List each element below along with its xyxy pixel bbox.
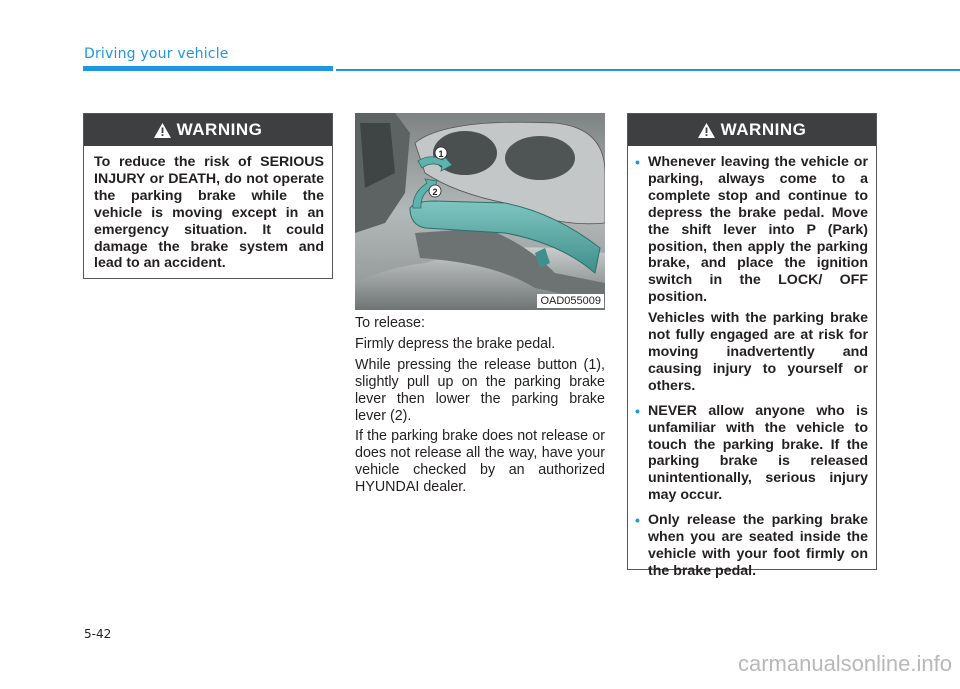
console-drawing (355, 113, 605, 310)
bullet-text: Vehicles with the parking brake not fully engaged are at risk for moving inadvertently and causing injury to yourself or others. (648, 310, 868, 394)
paragraph: To release: (355, 315, 425, 331)
paragraph: While pressing the release button (1), slightly pull up on the parking brake lever then lower the parking brake lever (2). (355, 356, 605, 424)
warning-title: WARNING (176, 120, 263, 139)
figure-caption: OAD055009 (537, 294, 604, 308)
bullet-dot-icon: • (635, 402, 640, 419)
bullet-text: Only release the parking brake when you are seated inside the vehicle with your foot firmly on the brake pedal. (648, 512, 868, 579)
warning-title: WARNING (720, 120, 807, 139)
warning-header (628, 114, 876, 146)
warning-box-right (627, 113, 877, 579)
bullet-text: Whenever leaving the vehicle or parking, always come to a complete stop and continue to depress the brake pedal. Move the shift lever into P (Park) position, then apply the parking brake, and place the ignition switch in the LOCK/ OFF position. (648, 154, 868, 306)
parking-brake-illustration (355, 113, 605, 310)
section-title: Driving your vehicle (84, 46, 229, 62)
bullet-dot-icon: • (635, 512, 640, 529)
release-instructions (355, 315, 605, 500)
warning-box-left (83, 113, 333, 279)
warning-bullet (634, 403, 868, 508)
warning-bullet (634, 154, 868, 399)
paragraph: Firmly depress the brake pedal. (355, 335, 556, 352)
warning-triangle-icon (154, 123, 171, 138)
header-rule-thick (83, 66, 333, 71)
bullet-text: NEVER allow anyone who is unfamiliar with the vehicle to touch the parking brake. If the parking brake is released unintentionally, serious injury may occur. (648, 402, 868, 504)
svg-text:2: 2 (432, 187, 438, 197)
header-rule-thin (336, 69, 960, 71)
svg-text:1: 1 (438, 149, 444, 159)
warning-text: To reduce the risk of SERIOUS INJURY or DEATH, do not operate the parking brake while the vehicle is moving except in an emergency situation. It could damage the brake system and lead to an accident. (94, 154, 324, 272)
warning-bullets (628, 146, 876, 596)
warning-triangle-icon (698, 123, 715, 138)
page-number: 5-42 (84, 627, 112, 641)
warning-header (84, 114, 332, 146)
watermark: carmanualsonline.info (737, 651, 952, 676)
warning-bullet (634, 512, 868, 584)
paragraph: If the parking brake does not release or does not release all the way, have your vehicle checked by an authorized HYUNDAI dealer. (355, 428, 605, 496)
bullet-dot-icon: • (635, 154, 640, 170)
